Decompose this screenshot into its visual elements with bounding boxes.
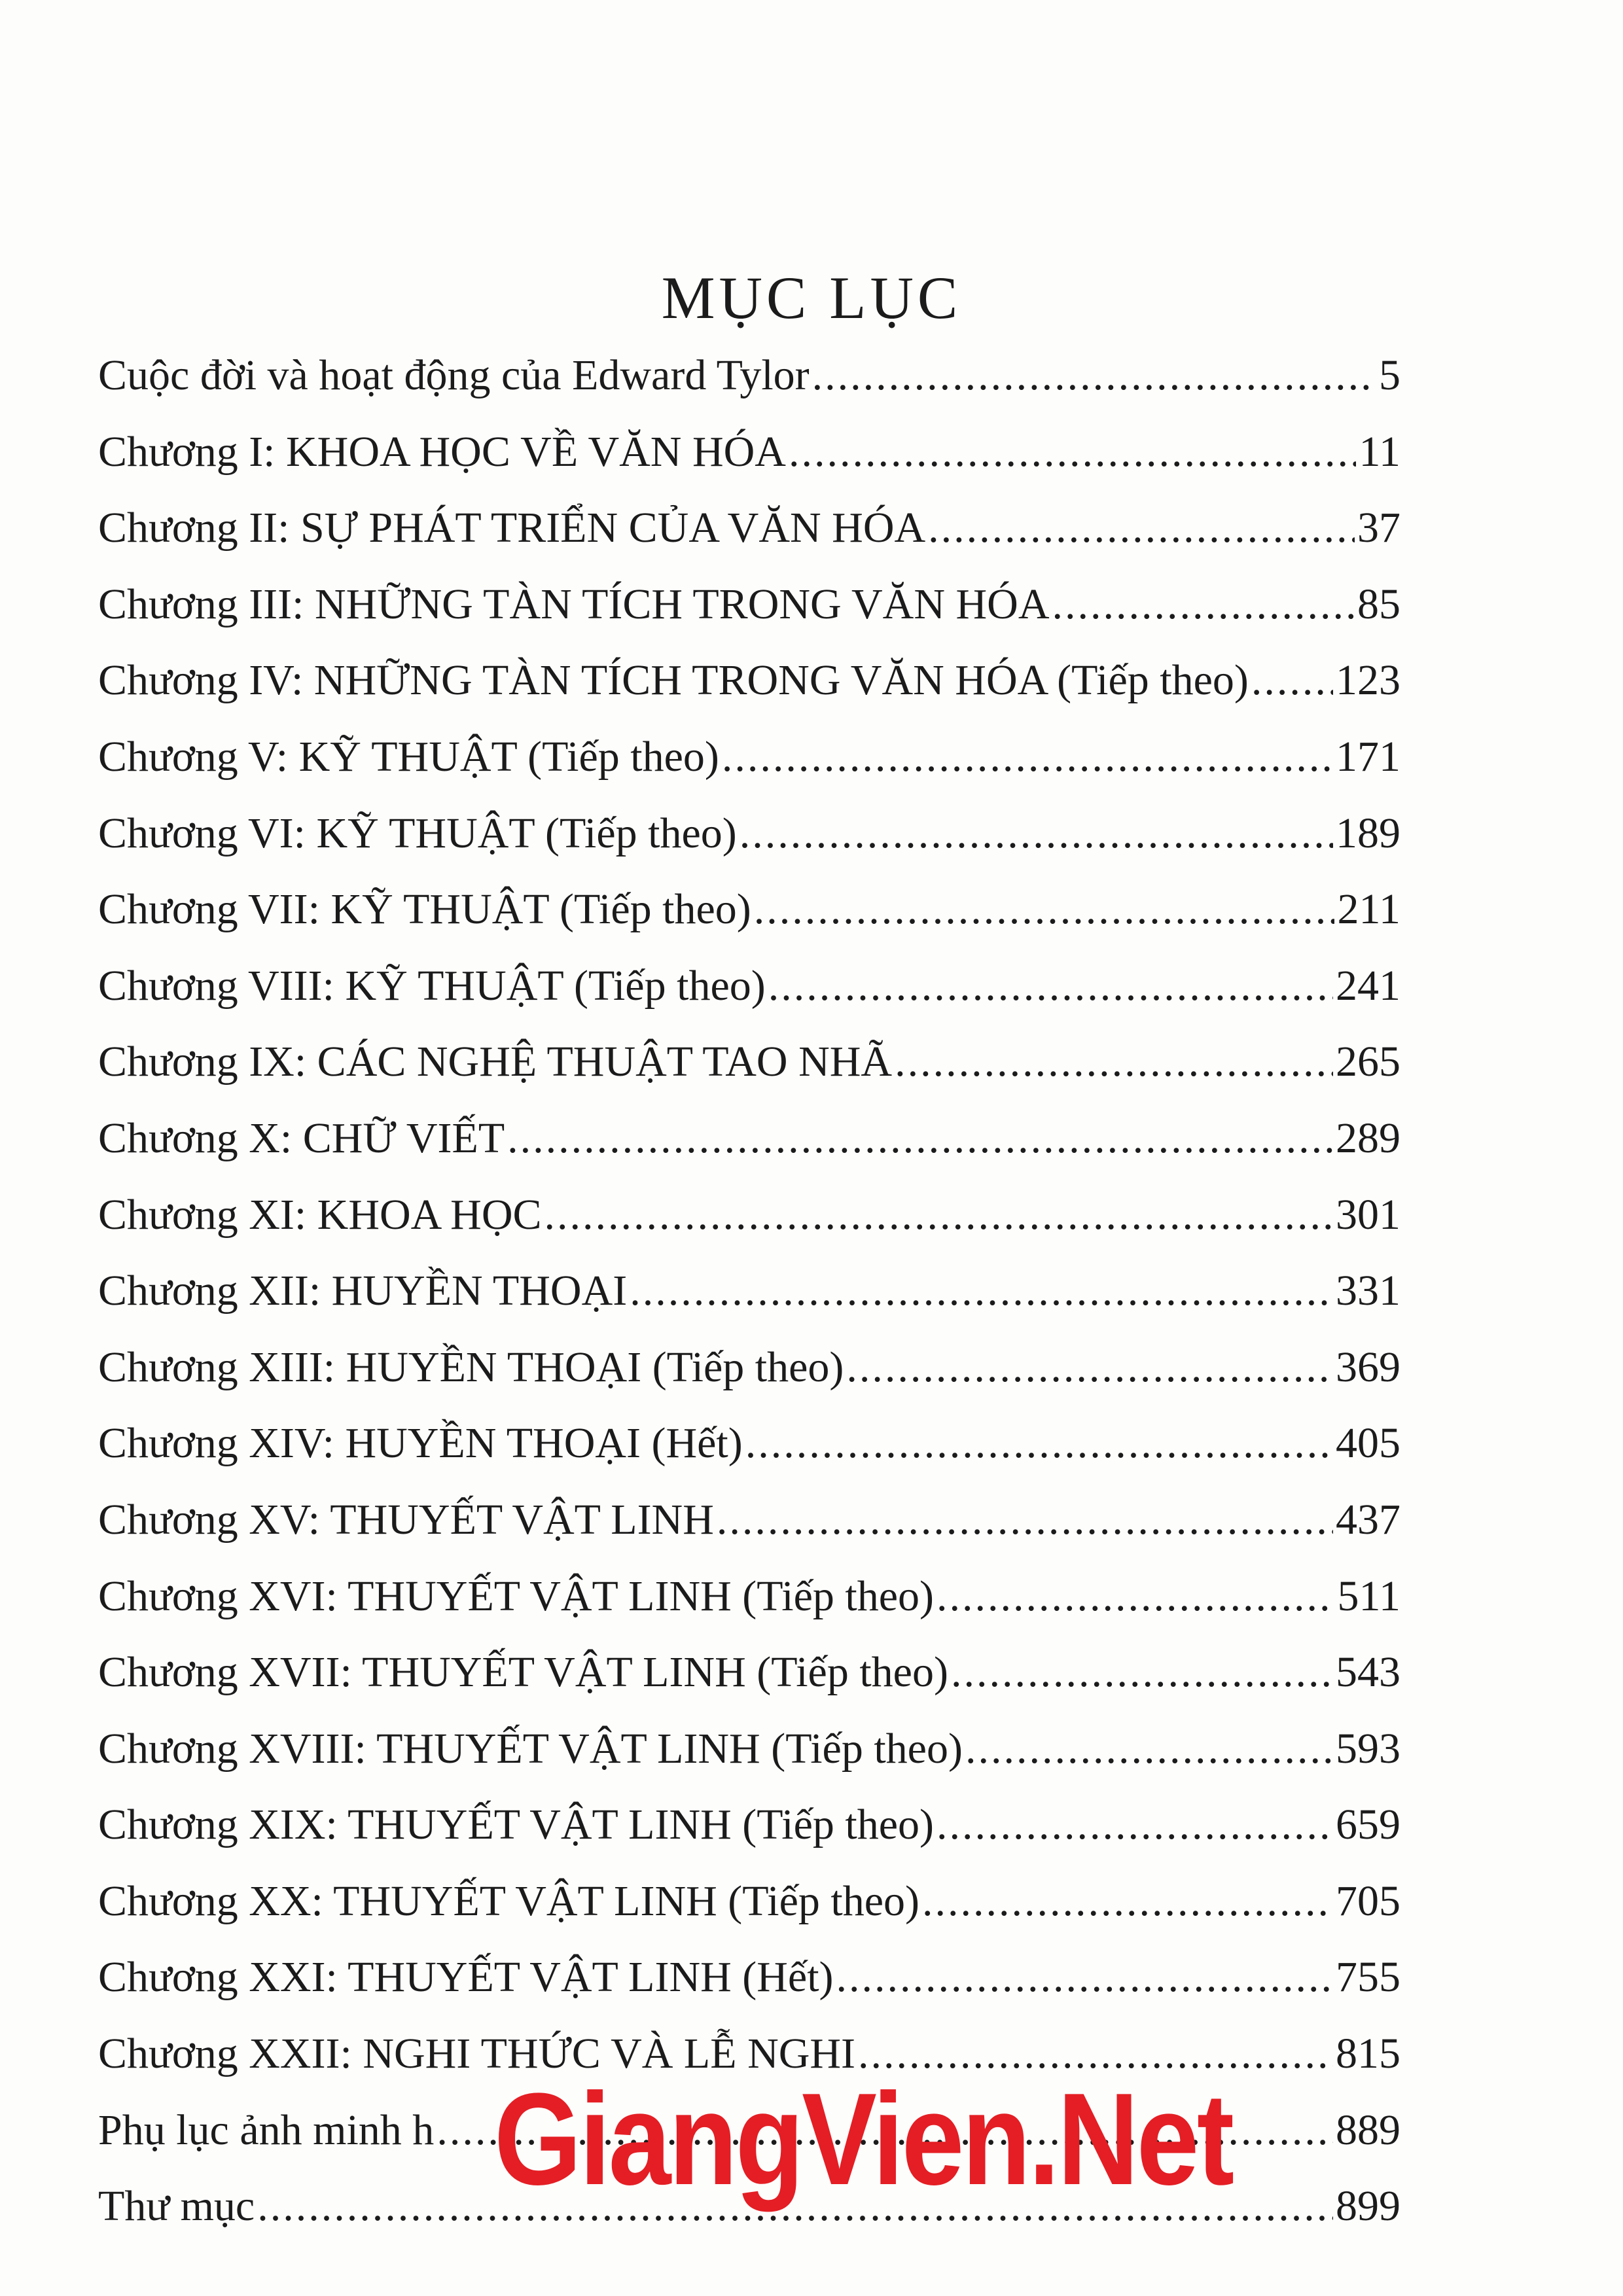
toc-entry: [98, 351, 1400, 427]
toc-entry-page: 815: [1336, 2030, 1400, 2078]
toc-entry-page: 543: [1336, 1648, 1400, 1697]
toc-entry-page: 37: [1357, 504, 1400, 552]
toc-entry-title: Chương XVII: THUYẾT VẬT LINH (Tiếp theo): [98, 1648, 948, 1697]
toc-entry: [98, 503, 1400, 580]
toc-entry: [98, 1266, 1400, 1343]
toc-entry-title: Chương XVIII: THUYẾT VẬT LINH (Tiếp theo): [98, 1724, 963, 1773]
toc-entry-page: 171: [1336, 732, 1400, 781]
toc-entry-title: Chương XXII: NGHI THỨC VÀ LỄ NGHI: [98, 2030, 856, 2078]
toc-entry: [98, 961, 1400, 1038]
toc-entry-title: Chương VIII: KỸ THUẬT (Tiếp theo): [98, 961, 766, 1010]
toc-entry-page: 437: [1336, 1495, 1400, 1544]
toc-entry-page: 123: [1336, 656, 1400, 705]
toc-entry-page: 5: [1379, 351, 1400, 399]
toc-entry-page: 241: [1336, 961, 1400, 1010]
toc-entry: [98, 1724, 1400, 1801]
watermark-logo: GiangVien.Net: [494, 2066, 1232, 2212]
table-of-contents: [98, 351, 1400, 2258]
dot-leader: [745, 1419, 1333, 1468]
toc-entry-title: Chương XI: KHOA HỌC: [98, 1190, 542, 1239]
toc-entry-title: Chương XVI: THUYẾT VẬT LINH (Tiếp theo): [98, 1572, 934, 1620]
dot-leader: [1251, 656, 1333, 705]
toc-entry: [98, 580, 1400, 656]
toc-entry-title: Chương I: KHOA HỌC VỀ VĂN HÓA: [98, 427, 786, 476]
toc-entry: [98, 1572, 1400, 1648]
toc-entry-page: 11: [1359, 427, 1400, 476]
toc-entry-title: Chương XX: THUYẾT VẬT LINH (Tiếp theo): [98, 1877, 919, 1925]
toc-entry-title: Chương XIX: THUYẾT VẬT LINH (Tiếp theo): [98, 1801, 934, 1849]
toc-entry-title: Chương IX: CÁC NGHỆ THUẬT TAO NHÃ: [98, 1038, 893, 1086]
dot-leader: [717, 1495, 1333, 1545]
toc-entry-page: 265: [1336, 1038, 1400, 1086]
toc-entry: [98, 1114, 1400, 1190]
dot-leader: [1052, 580, 1355, 629]
toc-entry-page: 705: [1336, 1877, 1400, 1925]
toc-entry-page: 511: [1337, 1572, 1400, 1620]
toc-entry-title: Chương III: NHỮNG TÀN TÍCH TRONG VĂN HÓA: [98, 580, 1050, 628]
dot-leader: [836, 1952, 1333, 2002]
toc-entry-title: Chương X: CHỮ VIẾT: [98, 1114, 505, 1162]
dot-leader: [965, 1724, 1333, 1774]
dot-leader: [630, 1266, 1333, 1316]
dot-leader: [951, 1648, 1333, 1697]
toc-entry-title: Chương XII: HUYỀN THOẠI: [98, 1267, 628, 1315]
toc-entry: [98, 1343, 1400, 1419]
dot-leader: [936, 1572, 1334, 1621]
toc-entry-page: 899: [1336, 2182, 1400, 2231]
page-title: MỤC LỤC: [661, 264, 962, 331]
dot-leader: [768, 961, 1333, 1011]
dot-leader: [846, 1343, 1333, 1392]
toc-entry-page: 369: [1336, 1343, 1400, 1391]
toc-entry-title: Thư mục: [98, 2182, 255, 2231]
dot-leader: [936, 1800, 1333, 1850]
toc-entry: [98, 1037, 1400, 1114]
dot-leader: [507, 1114, 1333, 1163]
toc-entry-page: 659: [1336, 1801, 1400, 1849]
toc-entry: [98, 1190, 1400, 1267]
toc-entry-title: Chương XIII: HUYỀN THOẠI (Tiếp theo): [98, 1343, 844, 1391]
toc-entry-title: Chương VI: KỸ THUẬT (Tiếp theo): [98, 809, 737, 857]
toc-entry-title: Chương II: SỰ PHÁT TRIỂN CỦA VĂN HÓA: [98, 504, 926, 552]
toc-entry-title: Cuộc đời và hoạt động của Edward Tylor: [98, 351, 810, 399]
toc-entry: [98, 427, 1400, 504]
dot-leader: [754, 885, 1335, 934]
toc-entry-title: Chương XXI: THUYẾT VẬT LINH (Hết): [98, 1953, 834, 2002]
toc-entry-page: 85: [1357, 580, 1400, 628]
toc-entry: [98, 1495, 1400, 1572]
toc-entry-title: Chương V: KỸ THUẬT (Tiếp theo): [98, 732, 719, 781]
toc-entry-title: Phụ lục ảnh minh h: [98, 2106, 435, 2154]
toc-entry-page: 301: [1336, 1190, 1400, 1239]
toc-entry: [98, 1648, 1400, 1724]
toc-entry: [98, 1800, 1400, 1877]
toc-entry: [98, 809, 1400, 885]
toc-entry: [98, 1419, 1400, 1495]
toc-entry-page: 889: [1336, 2106, 1400, 2154]
toc-entry-page: 189: [1336, 809, 1400, 857]
toc-entry-title: Chương XV: THUYẾT VẬT LINH: [98, 1495, 714, 1544]
dot-leader: [928, 503, 1355, 553]
toc-entry: [98, 1952, 1400, 2029]
dot-leader: [544, 1190, 1333, 1240]
dot-leader: [789, 427, 1356, 477]
toc-entry-page: 755: [1336, 1953, 1400, 2002]
toc-entry-page: 331: [1336, 1267, 1400, 1315]
toc-entry: [98, 732, 1400, 809]
toc-entry-page: 593: [1336, 1724, 1400, 1773]
toc-entry-title: Chương XIV: HUYỀN THOẠI (Hết): [98, 1419, 743, 1468]
dot-leader: [740, 809, 1333, 858]
toc-entry: [98, 885, 1400, 961]
toc-entry-page: 405: [1336, 1419, 1400, 1468]
toc-entry-title: Chương VII: KỸ THUẬT (Tiếp theo): [98, 885, 751, 934]
toc-entry-page: 289: [1336, 1114, 1400, 1162]
dot-leader: [895, 1037, 1333, 1087]
toc-entry-title: Chương IV: NHỮNG TÀN TÍCH TRONG VĂN HÓA (Tiếp theo): [98, 656, 1249, 705]
dot-leader: [812, 351, 1376, 400]
toc-entry: [98, 1877, 1400, 1953]
dot-leader: [722, 732, 1333, 782]
toc-entry-page: 211: [1337, 885, 1400, 934]
dot-leader: [922, 1877, 1333, 1926]
toc-entry: [98, 656, 1400, 732]
